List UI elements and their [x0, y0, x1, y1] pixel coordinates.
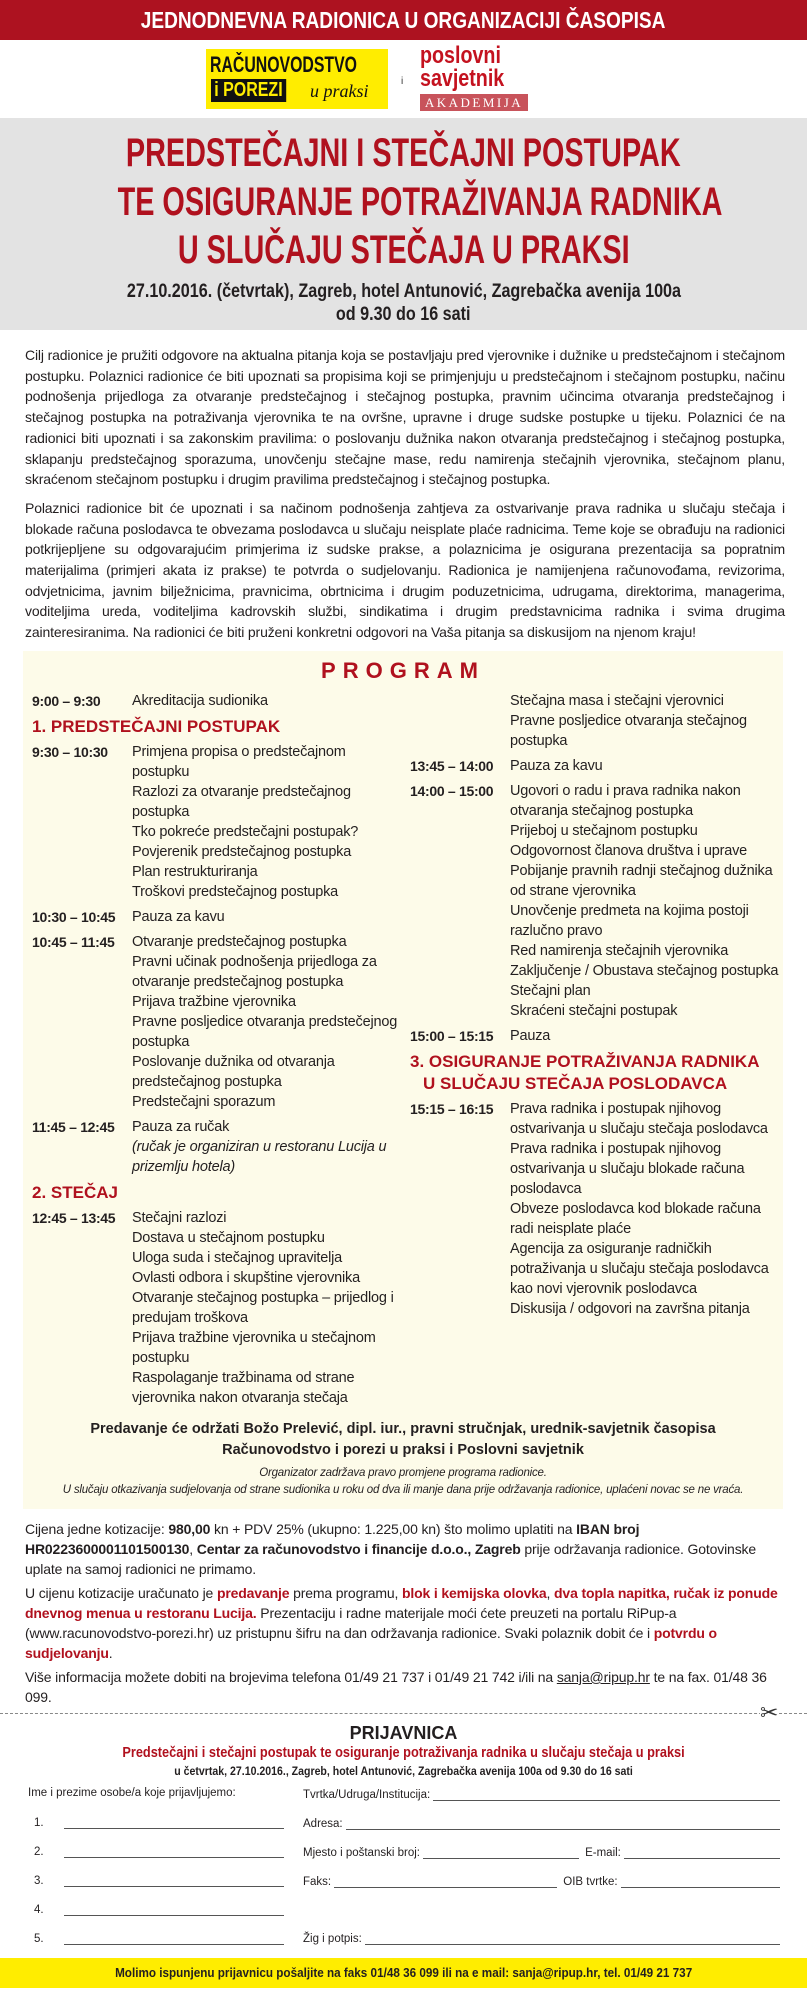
slot-items [132, 1117, 404, 1177]
slot-item: Pauza za kavu [510, 757, 603, 774]
program-slot [32, 742, 404, 902]
attendee-number: 2. [34, 1845, 44, 1858]
lecturer-line: Predavanje će održati Božo Prelević, dipl. iur., pravni stručnjak, urednik-savjetnik časopisa [90, 1420, 716, 1437]
attendee-row [34, 1844, 284, 1858]
pricing-text: IBAN broj HR0223600001101500130 [25, 1520, 640, 1557]
slot-item: Pravne posljedice otvaranja stečajnog postupka [510, 712, 747, 749]
company-label: Tvrtka/Udruga/Institucija: [303, 1788, 431, 1801]
intro-paragraph: Polaznici radionice bit će upoznati i sa načinom podnošenja zahtjeva za ostvarivanje prava radnika u slučaju stečaja i blokade računa poslodavca te obvezama poslodavca u slučaju neisplate plaće radnicima. Teme koje se obrađuju na radionici potkrijepljene su odgovarajućim primjerima iz sudske prakse, a polaznicima je osigurana prezentacija sa popratnim materijalima (primjeri akata iz prakse) te potvrda o sudjelovanju. Radionica je namijenjena računovođama, revizorima, odvjetnicima, javnim bilježnicima, pravnicima, obrtnicima i drugim poduzetnicima, udrugama, direktorima, managerima, voditeljima ureda, voditeljima kadrovskih službi, sindikatima i drugim predstavnicima radnika i svima drugima zainteresiranima. Na radionici će biti pruženi konkretni odgovori na Vaša pitanja sa diskusijom na njenom kraju! [25, 499, 785, 641]
top-banner [0, 0, 807, 40]
program-slot [32, 691, 404, 711]
slot-item: Otvaranje predstečajnog postupka [132, 933, 347, 950]
slot-item: Primjena propisa o predstečajnom postupku [132, 743, 346, 780]
slot-item: Otvaranje stečajnog postupka – prijedlog i predujam troškova [132, 1289, 394, 1326]
slot-item: Prava radnika i postupak njihovog ostvarivanja u slučaju blokade računa poslodavca [510, 1140, 745, 1197]
logo-text: savjetnik [420, 65, 505, 92]
pricing-text: . [108, 1644, 113, 1661]
slot-item: Ugovori o radu i prava radnika nakon otvaranja stečajnog postupka [510, 782, 741, 819]
attendee-number: 4. [34, 1903, 44, 1916]
pricing-info [25, 1519, 790, 1707]
slot-item: Troškovi predstečajnog postupka [132, 883, 339, 900]
pricing-text: prema programu, [289, 1584, 402, 1601]
slot-item: Unovčenje predmeta na kojima postoji razlučno pravo [510, 902, 749, 939]
form-date-text: u četvrtak, 27.10.2016., Zagreb, hotel Antunović, Zagrebačka avenija 100a od 9.30 do 16 sati [174, 1763, 633, 1778]
slot-item: Razlozi za otvaranje predstečajnog postupka [132, 783, 351, 820]
conditions-note [23, 1465, 783, 1499]
slot-items [132, 932, 404, 1112]
slot-item: Ovlasti odbora i skupštine vjerovnika [132, 1269, 360, 1286]
slot-item: Prijava tražbine vjerovnika u stečajnom postupku [132, 1329, 376, 1366]
slot-items [132, 1208, 404, 1408]
attendee-name-field[interactable] [64, 1844, 284, 1858]
footer-note: Molimo ispunjenu prijavnicu pošaljite na faks 01/48 36 099 ili na e mail: sanja@ripup.hr, tel. 01/49 21 737 [114, 1965, 693, 1981]
program-slot [410, 781, 782, 1021]
slot-item: Prijeboj u stečajnom postupku [510, 822, 698, 839]
poslovni-savjetnik-logo [420, 44, 532, 111]
form-subtitle [0, 1745, 807, 1761]
conditions-line: Organizator zadržava pravo promjene programa radionice. [259, 1466, 547, 1479]
fax-field[interactable] [334, 1874, 557, 1888]
program-slot [32, 907, 404, 927]
email-label: E-mail: [585, 1846, 621, 1859]
city-field[interactable] [423, 1845, 579, 1859]
program-slot [410, 1099, 782, 1319]
slot-time: 12:45 – 13:45 [32, 1209, 116, 1226]
program-section-heading [32, 1182, 404, 1204]
slot-item: Povjerenik predstečajnog postupka [132, 843, 352, 860]
akademija-badge: AKADEMIJA [420, 94, 528, 111]
pricing-text: predavanje [216, 1584, 290, 1601]
pricing-text: Cijena jedne kotizacije: [25, 1520, 169, 1537]
slot-items [132, 691, 404, 711]
event-date-location [0, 280, 807, 304]
slot-item: Akreditacija sudionika [132, 692, 268, 709]
slot-time [410, 691, 510, 751]
section-heading-line: U SLUČAJU STEČAJA POSLODAVCA [423, 1073, 728, 1093]
pricing-text: dva topla napitka, ručak iz ponude dnevnog menua u restoranu Lucija. [25, 1584, 778, 1621]
slot-item: Pauza za ručak [132, 1118, 230, 1135]
program-slot [32, 1117, 404, 1177]
program-slot [410, 691, 782, 751]
program-box [23, 651, 783, 1509]
email-link[interactable]: sanja@ripup.hr [556, 1668, 650, 1685]
slot-items [510, 691, 782, 751]
address-row [303, 1816, 780, 1830]
racunovodstvo-porezi-logo [206, 49, 388, 109]
slot-item: Uloga suda i stečajnog upravitelja [132, 1249, 343, 1266]
city-label: Mjesto i poštanski broj: [303, 1846, 420, 1859]
pricing-paragraph [25, 1583, 790, 1663]
form-date-line [0, 1764, 807, 1778]
attendee-number: 5. [34, 1932, 44, 1945]
slot-item: Prava radnika i postupak njihovog ostvarivanja u slučaju stečaja poslodavca [510, 1100, 768, 1137]
slot-item: Raspolaganje tražbinama od strane vjerovnika nakon otvaranja stečaja [132, 1369, 355, 1406]
slot-item: Predstečajni sporazum [132, 1093, 276, 1110]
slot-items [510, 1099, 782, 1319]
logo-text: u praksi [310, 81, 369, 101]
slot-items [510, 1026, 782, 1046]
page-title-line [0, 226, 807, 274]
attendee-row [34, 1902, 284, 1916]
slot-item: Pravne posljedice otvaranja predstečejnog postupka [132, 1013, 398, 1050]
slot-item: Stečajna masa i stečajni vjerovnici [510, 692, 724, 709]
program-title: PROGRAM [321, 657, 485, 683]
footer-bar [0, 1958, 807, 1988]
pricing-paragraph [25, 1667, 790, 1707]
program-column-left [32, 691, 404, 1413]
page-title-line [0, 129, 807, 177]
title-text: PREDSTEČAJNI I STEČAJNI POSTUPAK [126, 131, 681, 175]
section-heading-line: 1. PREDSTEČAJNI POSTUPAK [32, 716, 281, 736]
address-field[interactable] [346, 1816, 780, 1830]
fax-oib-row [303, 1874, 780, 1888]
pricing-text: , [546, 1584, 555, 1601]
attendee-name-field[interactable] [64, 1873, 284, 1887]
form-subtitle-text: Predstečajni i stečajni postupak te osiguranje potraživanja radnika u slučaju stečaja u praksi [122, 1744, 685, 1761]
email-field[interactable] [624, 1845, 780, 1859]
banner-text: JEDNODNEVNA RADIONICA U ORGANIZACIJI ČASOPISA [141, 6, 666, 33]
logo-text: i POREZI [211, 79, 286, 102]
slot-item: Plan restrukturiranja [132, 863, 258, 880]
oib-label: OIB tvrtke: [563, 1875, 618, 1888]
logo-text: poslovni [420, 42, 501, 69]
pricing-text: te na fax. 01/48 36 099. [25, 1668, 767, 1705]
slot-item: Red namirenja stečajnih vjerovnika [510, 942, 729, 959]
slot-item: Pauza za kavu [132, 908, 225, 925]
pricing-text: , [189, 1540, 197, 1557]
slot-items [510, 756, 782, 776]
pricing-text: U cijenu kotizacije uračunato je [25, 1584, 217, 1601]
slot-item: Poslovanje dužnika od otvaranja predstečajnog postupka [132, 1053, 335, 1090]
slot-item: Agencija za osiguranje radničkih potraživanja u slučaju stečaja poslodavca kao novi vjerovnik poslodavca [510, 1240, 769, 1297]
pricing-text: 980,00 [168, 1520, 211, 1537]
slot-items [510, 781, 782, 1021]
slot-time: 13:45 – 14:00 [410, 757, 494, 774]
slot-item: Stečajni razlozi [132, 1209, 227, 1226]
slot-items [132, 742, 404, 902]
intro-text [25, 345, 785, 643]
slot-time: 10:45 – 11:45 [32, 933, 115, 950]
section-heading-line: 2. STEČAJ [32, 1182, 118, 1202]
address-label: Adresa: [303, 1817, 343, 1830]
slot-item: Skraćeni stečajni postupak [510, 1002, 678, 1019]
slot-time: 9:00 – 9:30 [32, 692, 101, 709]
lecturer-info [23, 1419, 783, 1461]
program-columns [23, 691, 783, 1413]
registration-form [0, 1699, 807, 1958]
program-column-right [410, 691, 782, 1413]
slot-item: Pobijanje pravnih radnji stečajnog dužnika od strane vjerovnika [510, 862, 773, 899]
event-hours [0, 303, 807, 327]
pricing-text: Više informacija možete dobiti na brojevima telefona 01/49 21 737 i 01/49 21 742 i/ili na [25, 1668, 557, 1685]
slot-item: Obveze poslodavca kod blokade računa radi neisplate plaće [510, 1200, 761, 1237]
slot-time: 15:00 – 15:15 [410, 1027, 494, 1044]
attendees-label: Ime i prezime osobe/a koje prijavljujemo: [28, 1786, 236, 1799]
program-slot [410, 1026, 782, 1046]
pricing-text: potvrdu o sudjelovanju [25, 1624, 717, 1661]
slot-time: 11:45 – 12:45 [32, 1118, 115, 1135]
logo-separator: i [401, 76, 404, 87]
slot-item: Zaključenje / Obustava stečajnog postupka [510, 962, 779, 979]
page-title-line [0, 178, 807, 226]
slot-item: Dostava u stečajnom postupku [132, 1229, 325, 1246]
program-slot [410, 756, 782, 776]
attendee-number: 1. [34, 1816, 44, 1829]
hours-text: od 9.30 do 16 sati [336, 304, 471, 325]
slot-items [132, 907, 404, 927]
slot-item: Tko pokreće predstečajni postupak? [132, 823, 359, 840]
program-section-heading [410, 1051, 782, 1095]
signature-label: Žig i potpis: [303, 1932, 362, 1945]
pricing-text: Prezentaciju i radne materijale moći ćete preuzeti na portalu RiPup-a (www.racunovodstvo-porezi.hr) uz pristupnu šifru na dan održavanja radionice. Svaki polaznik dobit će i [25, 1604, 677, 1641]
program-slot [32, 1208, 404, 1408]
oib-field[interactable] [621, 1874, 780, 1888]
content-flow [0, 345, 807, 1988]
pricing-text: Centar za računovodstvo i financije d.o.o., Zagreb [196, 1540, 521, 1557]
attendee-name-field[interactable] [64, 1902, 284, 1916]
slot-item: Pravni učinak podnošenja prijedloga za otvaranje predstečajnog postupka [132, 953, 377, 990]
attendee-row [34, 1815, 284, 1829]
company-row [303, 1787, 780, 1801]
title-text: TE OSIGURANJE POTRAŽIVANJA RADNIKA [117, 180, 723, 224]
slot-note: (ručak je organiziran u restoranu Lucija u prizemlju hotela) [132, 1138, 387, 1175]
program-section-heading [32, 716, 404, 738]
form-title: PRIJAVNICA [349, 1722, 458, 1743]
program-slot [32, 932, 404, 1112]
logo-text: RAČUNOVODSTVO [210, 52, 357, 77]
pricing-text: blok i kemijska olovka [401, 1584, 547, 1601]
slot-item: Stečajni plan [510, 982, 591, 999]
pricing-paragraph [25, 1519, 790, 1579]
slot-item: Pauza [510, 1027, 551, 1044]
date-location-text: 27.10.2016. (četvrtak), Zagreb, hotel Antunović, Zagrebačka avenija 100a [126, 281, 681, 302]
slot-time: 10:30 – 10:45 [32, 908, 116, 925]
title-text: U SLUČAJU STEČAJA U PRAKSI [177, 228, 630, 272]
signature-field[interactable] [365, 1931, 780, 1945]
slot-item: Diskusija / odgovori na završna pitanja [510, 1300, 750, 1317]
slot-time: 14:00 – 15:00 [410, 782, 494, 799]
city-email-row [303, 1845, 780, 1859]
intro-paragraph: Cilj radionice je pružiti odgovore na aktualna pitanja koja se postavljaju pred vjerovnike i dužnike u predstečajnom i stečajnom postupku. Polaznici radionice će biti upoznati sa propisima koji se primjenjuju u predstečajnom i stečajnom postupku, načinu podnošenja prijedloga za otvaranje predstečajnog i stečajnog postupka, pravnim učincima otvaranja predstečajnog i stečajnog postupka na potraživanja vjerovnika te na ovršne, upravne i druge sudske postupke u tijeku. Polaznici će na radionici biti upoznati i sa zakonskim pravilima: o poslovanju dužnika nakon otvaranja predstečajnog i stečajnog postupka, sklapanju predstečajnog sporazuma, unovčenju stečajne mase, redu namirenja stečajnih vjerovnika, stečajnom planu, skraćenom stečajnom postupku i drugim pravilima predstečajnog i stečajnog postupka. [25, 347, 785, 488]
attendee-number: 3. [34, 1874, 44, 1887]
slot-item: Odgovornost članova društva i uprave [510, 842, 748, 859]
cut-line [0, 1713, 807, 1714]
pricing-text: kn + PDV 25% (ukupno: 1.225,00 kn) što molimo uplatiti na [210, 1520, 577, 1537]
slot-time: 9:30 – 10:30 [32, 743, 108, 760]
pricing-text: prije održavanja radionice. Gotovinske uplate na samoj radionici ne primamo. [25, 1540, 757, 1577]
company-field[interactable] [433, 1787, 780, 1801]
slot-item: Prijava tražbine vjerovnika [132, 993, 296, 1010]
fax-label: Faks: [303, 1875, 332, 1888]
section-heading-line: 3. OSIGURANJE POTRAŽIVANJA RADNIKA [410, 1051, 760, 1071]
signature-row [303, 1931, 780, 1945]
lecturer-line: Računovodstvo i porezi u praksi i Poslovni savjetnik [222, 1441, 584, 1458]
slot-time: 15:15 – 16:15 [410, 1100, 494, 1117]
attendee-row [34, 1873, 284, 1887]
attendee-row [34, 1931, 284, 1945]
scissors-icon: ✂ [760, 1699, 779, 1725]
conditions-line: U slučaju otkazivanja sudjelovanja od strane sudionika u roku od dva ili manje dana prije održavanja radionice, uplaćeni novac se ne vraća. [62, 1483, 744, 1496]
attendee-name-field[interactable] [64, 1931, 284, 1945]
attendee-name-field[interactable] [64, 1815, 284, 1829]
